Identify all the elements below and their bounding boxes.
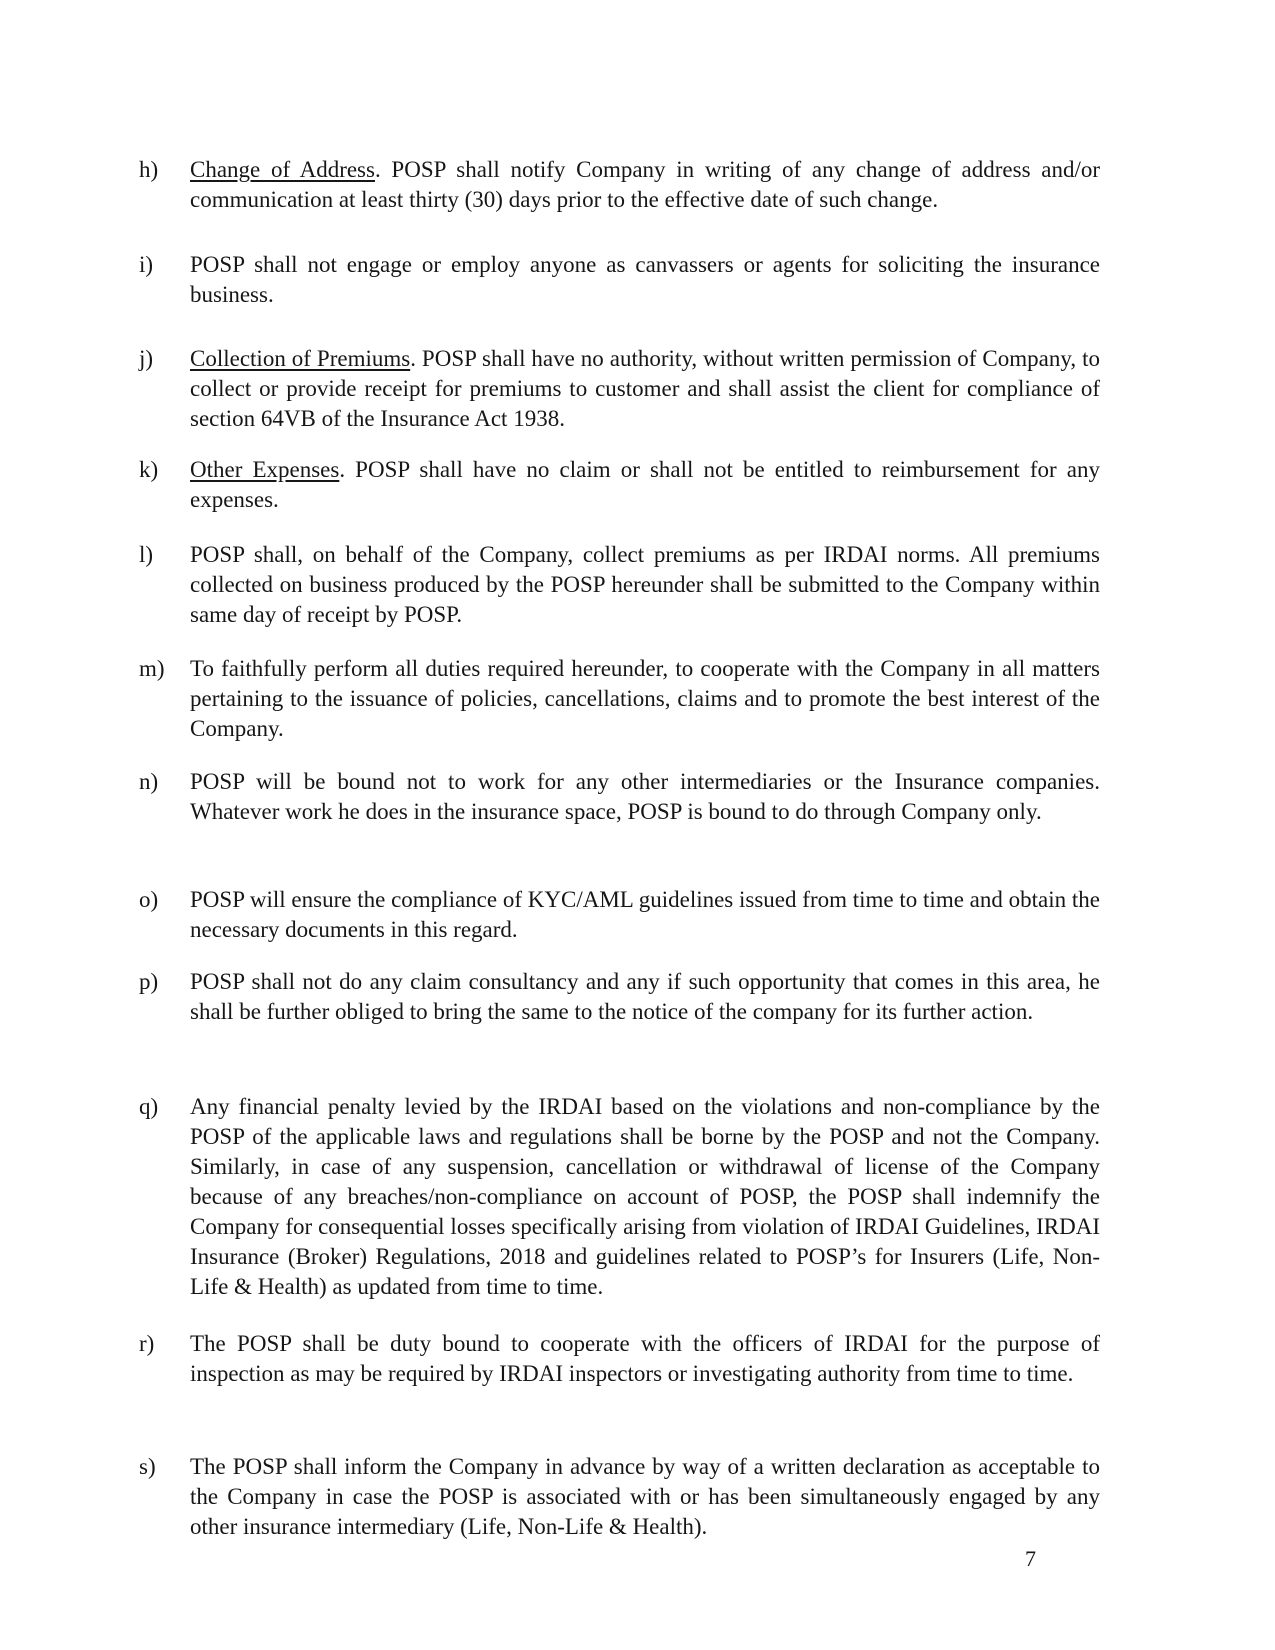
item-label: p) bbox=[139, 969, 159, 994]
item-label: h) bbox=[139, 157, 159, 182]
list-item bbox=[139, 1452, 1100, 1542]
item-label: m) bbox=[139, 656, 165, 681]
item-text bbox=[190, 654, 1100, 744]
item-label: j) bbox=[139, 346, 154, 371]
list-item bbox=[139, 250, 1100, 310]
item-heading: Change of Address bbox=[190, 157, 375, 182]
page-number: 7 bbox=[1025, 1546, 1036, 1571]
item-body: POSP will ensure the compliance of KYC/AML guidelines issued from time to time and obtain the necessary documents in this regard. bbox=[190, 887, 1100, 942]
item-label: l) bbox=[139, 542, 154, 567]
item-label: n) bbox=[139, 769, 159, 794]
item-text bbox=[190, 455, 1100, 515]
item-body: POSP will be bound not to work for any other intermediaries or the Insurance companies. Whatever work he does in the insurance space, POSP is bound to do through Company only. bbox=[190, 769, 1100, 824]
item-text bbox=[190, 967, 1100, 1027]
item-body: POSP shall, on behalf of the Company, collect premiums as per IRDAI norms. All premiums collected on business produced by the POSP hereunder shall be submitted to the Company within same day of receipt by POSP. bbox=[190, 542, 1100, 627]
item-body: The POSP shall inform the Company in advance by way of a written declaration as acceptable to the Company in case the POSP is associated with or has been simultaneously engaged by any other insurance intermediary (Life, Non-Life & Health). bbox=[190, 1454, 1100, 1539]
item-body: . POSP shall notify Company in writing of any change of address and/or communication at least thirty (30) days prior to the effective date of such change. bbox=[190, 157, 1100, 212]
item-body: . POSP shall have no authority, without written permission of Company, to collect or provide receipt for premiums to customer and shall assist the client for compliance of section 64VB of the Insurance Act 1938. bbox=[190, 346, 1100, 431]
item-heading: Other Expenses bbox=[190, 457, 340, 482]
list-item bbox=[139, 1092, 1100, 1302]
item-body: POSP shall not do any claim consultancy and any if such opportunity that comes in this area, he shall be further obliged to bring the same to the notice of the company for its further action. bbox=[190, 969, 1100, 1024]
item-label: s) bbox=[139, 1454, 156, 1479]
list-item bbox=[139, 767, 1100, 857]
item-body: . POSP shall have no claim or shall not be entitled to reimbursement for any expenses. bbox=[190, 457, 1100, 512]
item-text bbox=[190, 344, 1100, 434]
list-item bbox=[139, 455, 1100, 515]
item-body: Any financial penalty levied by the IRDAI based on the violations and non-compliance by the POSP of the applicable laws and regulations shall be borne by the POSP and not the Company. Similarly, in case of any suspension, cancellation or withdrawal of license of the Company because of any breaches/non-compliance on account of POSP, the POSP shall indemnify the Company for consequential losses specifically arising from violation of IRDAI Guidelines, IRDAI Insurance (Broker) Regulations, 2018 and guidelines related to POSP’s for Insurers (Life, Non-Life & Health) as updated from time to time. bbox=[190, 1094, 1100, 1299]
item-heading: Collection of Premiums bbox=[190, 346, 411, 371]
item-body: POSP shall not engage or employ anyone as canvassers or agents for soliciting the insurance business. bbox=[190, 252, 1100, 307]
item-body: The POSP shall be duty bound to cooperate with the officers of IRDAI for the purpose of inspection as may be required by IRDAI inspectors or investigating authority from time to time. bbox=[190, 1331, 1100, 1386]
item-label: r) bbox=[139, 1331, 155, 1356]
list-item bbox=[139, 540, 1100, 630]
item-label: o) bbox=[139, 887, 159, 912]
item-text bbox=[190, 155, 1100, 215]
item-body: To faithfully perform all duties required hereunder, to cooperate with the Company in all matters pertaining to the issuance of policies, cancellations, claims and to promote the best interest of the Company. bbox=[190, 656, 1100, 741]
item-label: i) bbox=[139, 252, 154, 277]
item-text bbox=[190, 885, 1100, 945]
item-text bbox=[190, 250, 1100, 310]
list-item bbox=[139, 654, 1100, 744]
item-text bbox=[190, 1452, 1100, 1542]
list-item bbox=[139, 155, 1100, 215]
list-item bbox=[139, 967, 1100, 1057]
item-text bbox=[190, 1329, 1100, 1389]
item-label: k) bbox=[139, 457, 159, 482]
item-text bbox=[190, 767, 1100, 827]
list-item bbox=[139, 344, 1100, 434]
item-label: q) bbox=[139, 1094, 159, 1119]
item-text bbox=[190, 1092, 1100, 1302]
item-text bbox=[190, 540, 1100, 630]
list-item bbox=[139, 1329, 1100, 1419]
list-item bbox=[139, 885, 1100, 945]
